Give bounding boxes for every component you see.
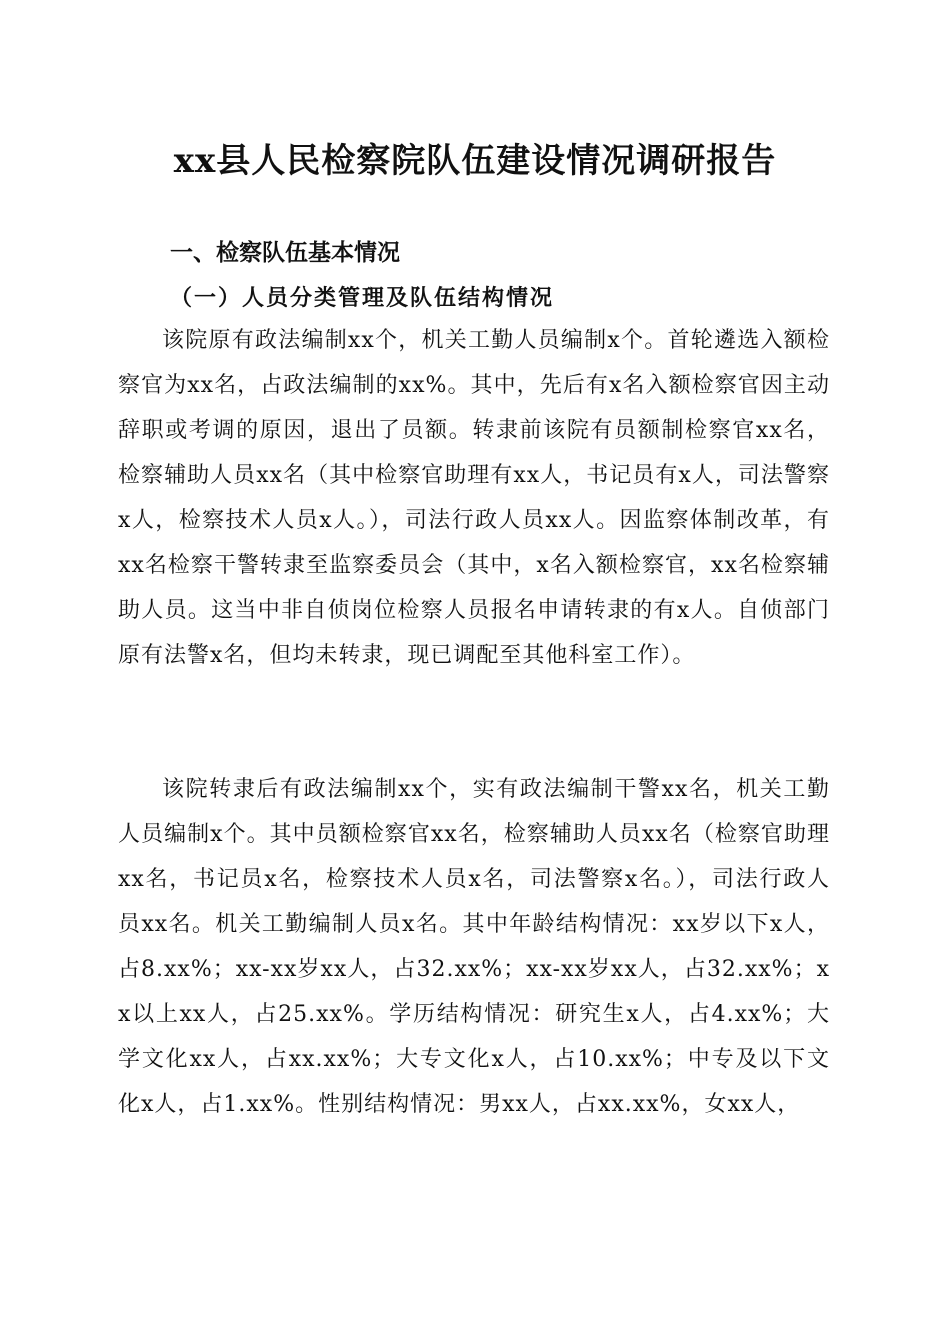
section-heading: 一、检察队伍基本情况 xyxy=(170,240,400,266)
body-paragraph: 该院转隶后有政法编制xx个，实有政法编制干警xx名，机关工勤人员编制x个。其中员额检察官xx名，检察辅助人员xx名（检察官助理xx名，书记员x名，检察技术人员x名，司法警察x名。），司法行政人员xx名。机关工勤编制人员x名。其中年龄结构情况：xx岁以下x人，占8.xx%；xx-xx岁xx人，占32.xx%；xx-xx岁xx人，占32.xx%；xx以上xx人，占25.xx%。学历结构情况：研究生x人，占4.xx%；大学文化xx人，占xx.xx%；大专文化x人，占10.xx%；中专及以下文化x人，占1.xx%。性别结构情况：男xx人，占xx.xx%，女xx人， xyxy=(118,777,830,1117)
document-title: xx县人民检察院队伍建设情况调研报告 xyxy=(173,141,777,181)
body-paragraph: 该院原有政法编制xx个，机关工勤人员编制x个。首轮遴选入额检察官为xx名，占政法编制的xx%。其中，先后有x名入额检察官因主动辞职或考调的原因，退出了员额。转隶前该院有员额制检察官xx名，检察辅助人员xx名（其中检察官助理有xx人，书记员有x人，司法警察x人，检察技术人员x人。），司法行政人员xx人。因监察体制改革，有xx名检察干警转隶至监察委员会（其中，x名入额检察官，xx名检察辅助人员。这当中非自侦岗位检察人员报名申请转隶的有x人。自侦部门原有法警x名，但均未转隶，现已调配至其他科室工作）。 xyxy=(118,328,830,668)
subsection-heading: （一）人员分类管理及队伍结构情况 xyxy=(170,285,555,311)
